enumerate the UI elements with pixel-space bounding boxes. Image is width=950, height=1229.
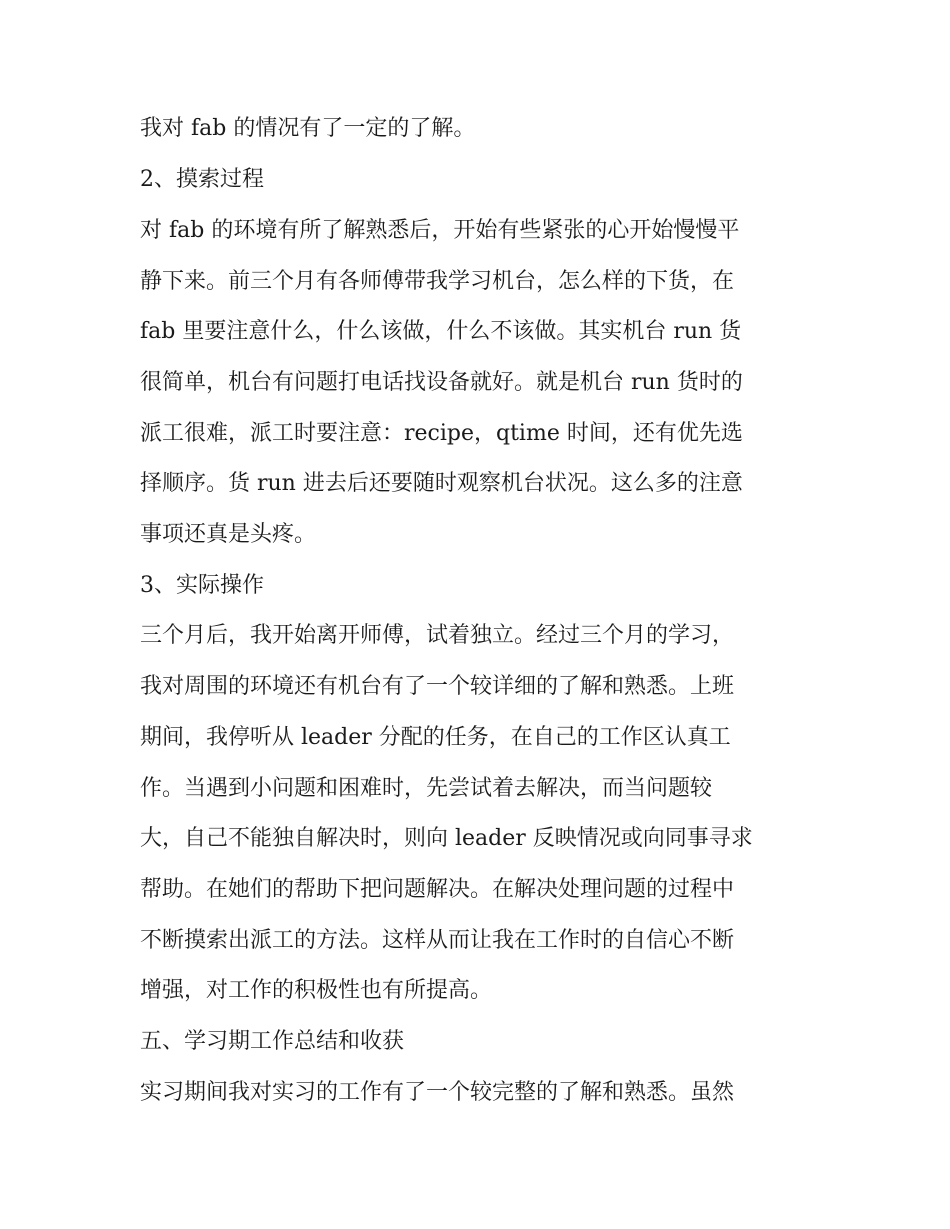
section-heading: 五、学习期工作总结和收获: [140, 1029, 405, 1054]
section-heading: 2、摸索过程: [140, 167, 264, 192]
paragraph-line: 我对 fab 的情况有了一定的了解。: [140, 116, 476, 141]
paragraph-line: 增强，对工作的积极性也有所提高。: [140, 978, 493, 1003]
paragraph-line: 期间，我停听从 leader 分配的任务，在自己的工作区认真工: [140, 725, 731, 750]
paragraph-line: 我对周围的环境还有机台有了一个较详细的了解和熟悉。上班: [140, 674, 735, 699]
section-heading: 3、实际操作: [140, 573, 264, 598]
paragraph-line: 大，自己不能独自解决时，则向 leader 反映情况或向同事寻求: [140, 826, 753, 851]
paragraph-line: 派工很难，派工时要注意：recipe，qtime 时间，还有优先选: [140, 421, 743, 446]
paragraph-line: 三个月后，我开始离开师傅，试着独立。经过三个月的学习，: [140, 623, 735, 648]
paragraph-line: 实习期间我对实习的工作有了一个较完整的了解和熟悉。虽然: [140, 1080, 735, 1105]
paragraph-line: 作。当遇到小问题和困难时，先尝试着去解决，而当问题较: [140, 776, 713, 801]
paragraph-line: 帮助。在她们的帮助下把问题解决。在解决处理问题的过程中: [140, 877, 735, 902]
paragraph-line: 对 fab 的环境有所了解熟悉后，开始有些紧张的心开始慢慢平: [140, 218, 740, 243]
paragraph-line: 事项还真是头疼。: [140, 522, 317, 547]
paragraph-line: 静下来。前三个月有各师傅带我学习机台，怎么样的下货，在: [140, 269, 735, 294]
paragraph-line: 很简单，机台有问题打电话找设备就好。就是机台 run 货时的: [140, 370, 743, 395]
paragraph-line: 不断摸索出派工的方法。这样从而让我在工作时的自信心不断: [140, 928, 735, 953]
paragraph-line: fab 里要注意什么，什么该做，什么不该做。其实机台 run 货: [140, 319, 742, 344]
paragraph-line: 择顺序。货 run 进去后还要随时观察机台状况。这么多的注意: [140, 471, 743, 496]
